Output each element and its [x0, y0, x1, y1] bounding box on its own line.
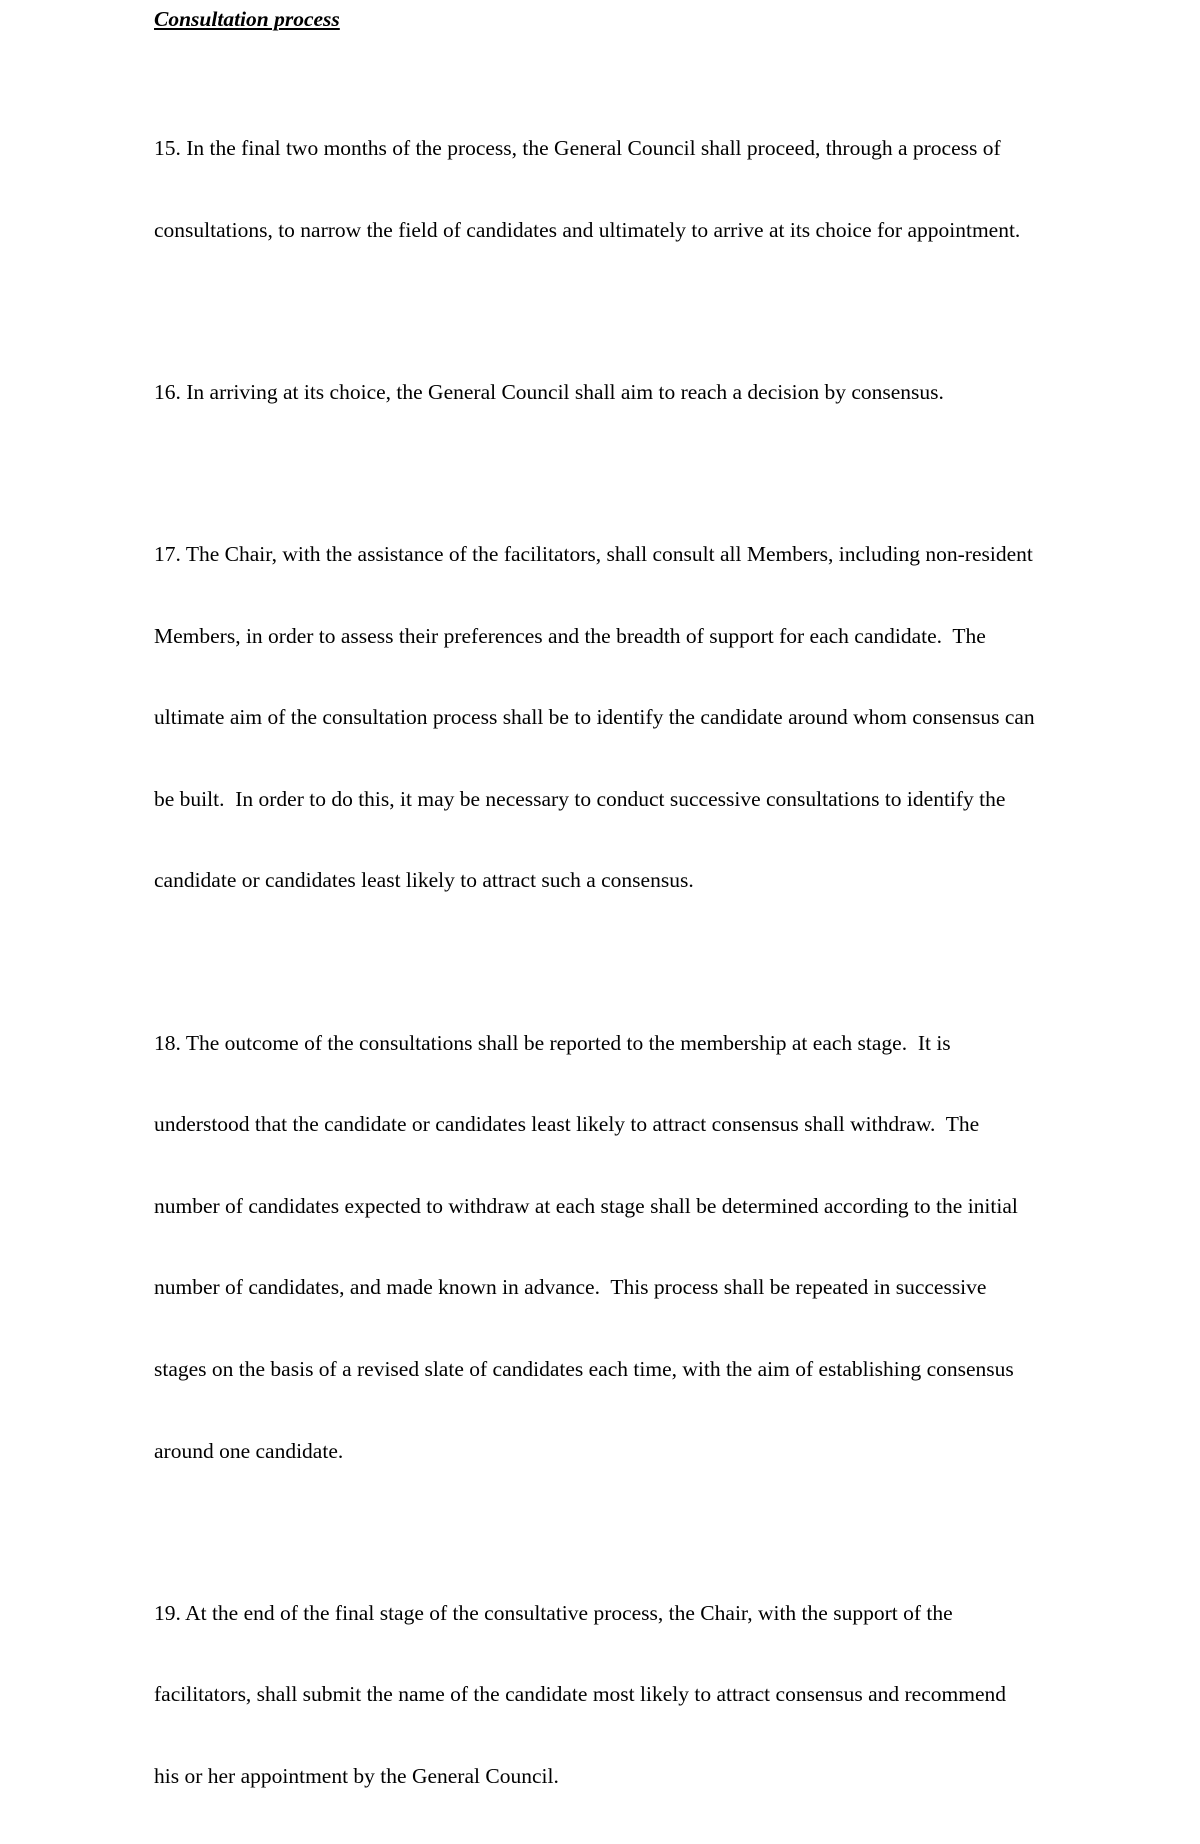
paragraph-line: be built. In order to do this, it may be necessary to conduct successive consultations to identify the	[154, 786, 1006, 811]
paragraph-line: 18. The outcome of the consultations shall be reported to the membership at each stage. It is	[154, 1030, 951, 1055]
paragraph-line: number of candidates expected to withdraw at each stage shall be determined according to the initial	[154, 1193, 1018, 1218]
paragraph-line: consultations, to narrow the field of candidates and ultimately to arrive at its choice for appointment.	[154, 218, 1021, 243]
paragraph-line: ultimate aim of the consultation process shall be to identify the candidate around whom consensus can	[154, 705, 1035, 730]
paragraph-line: number of candidates, and made known in advance. This process shall be repeated in successive	[154, 1275, 987, 1300]
paragraph-line: 17. The Chair, with the assistance of the facilitators, shall consult all Members, including non-resident	[154, 542, 1033, 567]
document-page	[154, 0, 1154, 1844]
paragraph-line: facilitators, shall submit the name of the candidate most likely to attract consensus and recommend	[154, 1682, 1006, 1707]
paragraph-line: his or her appointment by the General Council.	[154, 1763, 559, 1788]
section-heading: Consultation process	[154, 7, 340, 31]
paragraph-line: candidate or candidates least likely to attract such a consensus.	[154, 868, 694, 893]
paragraph-line: around one candidate.	[154, 1438, 344, 1463]
paragraph-17	[154, 487, 1154, 949]
paragraph-line: understood that the candidate or candidates least likely to attract consensus shall withdraw. The	[154, 1112, 980, 1137]
paragraph-19	[154, 1545, 1154, 1844]
paragraph-line: 19. At the end of the final stage of the consultative process, the Chair, with the support of the	[154, 1600, 953, 1625]
paragraph-line: stages on the basis of a revised slate of candidates each time, with the aim of establishing consensus	[154, 1356, 1014, 1381]
paragraph-18	[154, 975, 1154, 1519]
paragraph-line: Members, in order to assess their preferences and the breadth of support for each candidate. The	[154, 623, 986, 648]
paragraph-line: 16. In arriving at its choice, the General Council shall aim to reach a decision by consensus.	[154, 380, 944, 405]
paragraph-16	[154, 325, 1154, 461]
paragraph-15	[154, 81, 1154, 299]
paragraph-line: 15. In the final two months of the process, the General Council shall proceed, through a process of	[154, 136, 1001, 161]
